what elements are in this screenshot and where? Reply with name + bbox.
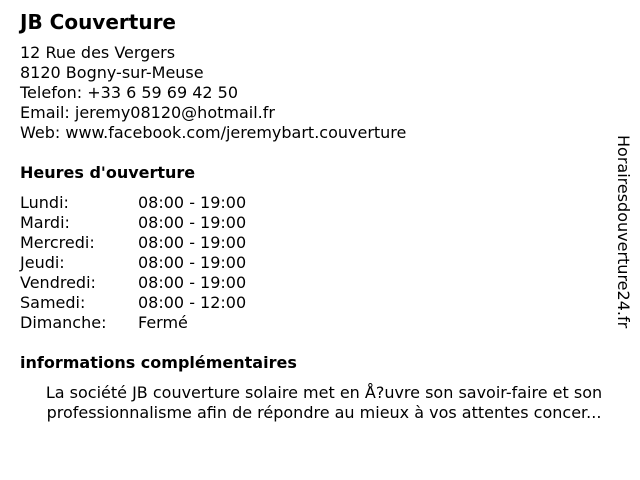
day-label: Lundi: (20, 193, 69, 212)
time-value: 08:00 - 19:00 (138, 273, 247, 292)
time-value: 08:00 - 19:00 (138, 213, 247, 232)
hours-row-samedi (20, 293, 320, 313)
day-label: Mardi: (20, 213, 70, 232)
site-watermark (612, 135, 634, 345)
day-label: Mercredi: (20, 233, 95, 252)
time-value: 08:00 - 12:00 (138, 293, 247, 312)
additional-info-text (14, 383, 634, 423)
hours-row-lundi (20, 193, 320, 213)
hours-row-mardi (20, 213, 320, 233)
email-text: Email: jeremy08120@hotmail.fr (20, 103, 275, 122)
description-line: La société JB couverture solaire met en Å?uvre son savoir-faire et son (45, 383, 603, 402)
opening-hours-table (20, 193, 320, 333)
opening-hours-heading: Heures d'ouverture (20, 163, 196, 182)
time-value: Fermé (138, 313, 188, 332)
additional-info-heading: informations complémentaires (20, 353, 297, 372)
hours-row-mercredi (20, 233, 320, 253)
address-line-street: 12 Rue des Vergers (20, 43, 176, 62)
time-value: 08:00 - 19:00 (138, 193, 247, 212)
address-line-city: 8120 Bogny-sur-Meuse (20, 63, 204, 82)
web-text: Web: www.facebook.com/jeremybart.couverture (20, 123, 407, 142)
description-line: professionnalisme afin de répondre au mieux à vos attentes concer... (46, 403, 602, 422)
phone-text: Telefon: +33 6 59 69 42 50 (20, 83, 239, 102)
day-label: Jeudi: (20, 253, 65, 272)
time-value: 08:00 - 19:00 (138, 233, 247, 252)
watermark-text: Horairesdouverture24.fr (614, 135, 633, 329)
hours-row-vendredi (20, 273, 320, 293)
contact-block (20, 43, 406, 143)
hours-row-jeudi (20, 253, 320, 273)
business-name: JB Couverture (20, 10, 176, 34)
day-label: Vendredi: (20, 273, 96, 292)
day-label: Samedi: (20, 293, 86, 312)
time-value: 08:00 - 19:00 (138, 253, 247, 272)
day-label: Dimanche: (20, 313, 107, 332)
hours-row-dimanche (20, 313, 320, 333)
